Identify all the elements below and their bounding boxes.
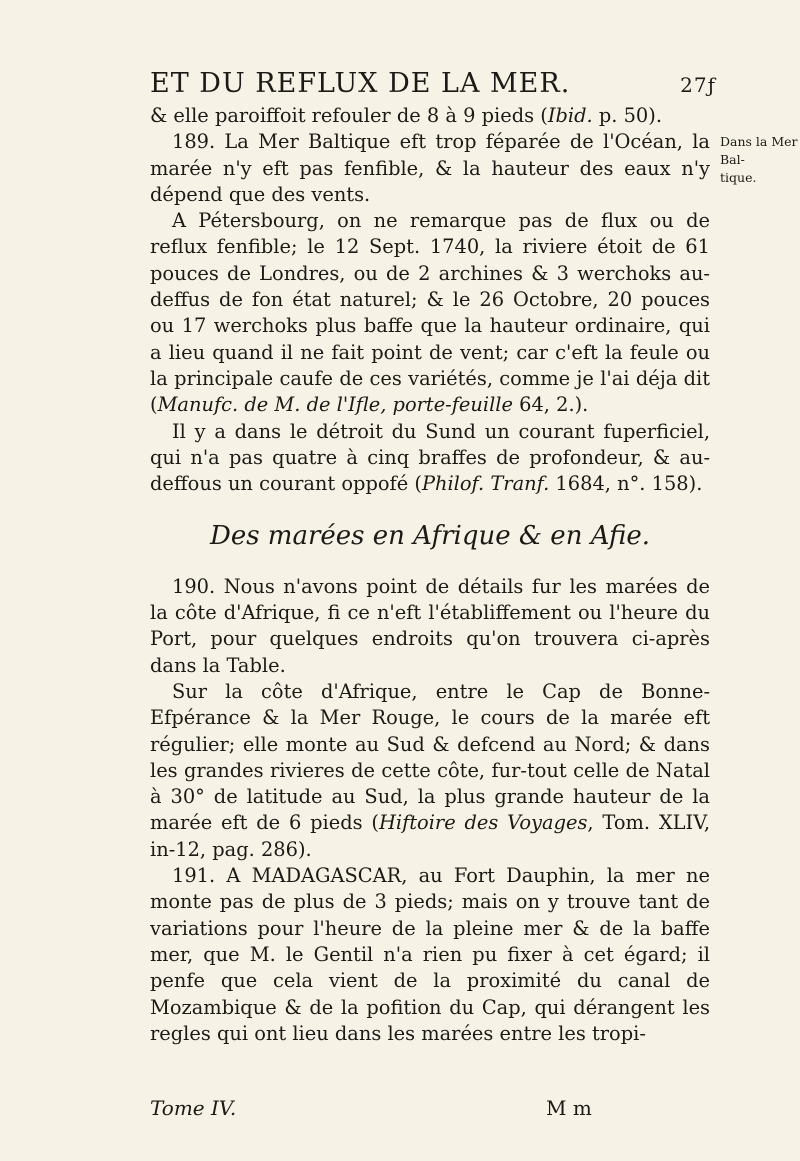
running-header: [150, 68, 716, 99]
page-number: 27ƒ: [680, 73, 716, 97]
page-footer: [150, 1096, 710, 1120]
margin-note: Dans la Mer Bal- tique.: [720, 134, 798, 185]
paragraph-continuation: & elle paroiffoit refouler de 8 à 9 pieds (Ibid. p. 50).: [150, 104, 662, 127]
tome-label: Tome IV.: [150, 1096, 237, 1120]
paragraph-190: 190. Nous n'avons point de détails fur les marées de la côte d'Afrique, fi ce n'eft l'établiffement ou l'heure du Port, pour quelques endroits qu'on trouvera ci-après dans la Table.: [150, 574, 710, 677]
paragraph-afrique: Sur la côte d'Afrique, entre le Cap de Bonne-Efpérance & la Mer Rouge, le cours de la marée eft régulier; elle monte au Sud & defcend au Nord; & dans les grandes rivieres de cette côte, fur-tout celle de Natal à 30° de latitude au Sud, la plus grande hauteur de la marée eft de 6 pieds (Hiftoire des Voyages, Tom. XLIV, in-12, pag. 286).: [150, 679, 710, 861]
citation: Hiftoire des Voyages: [378, 811, 588, 835]
citation: Manufc. de M. de l'Ifle, porte-feuille: [157, 393, 513, 417]
running-title: ET DU REFLUX DE LA MER.: [150, 68, 571, 99]
citation: Ibid.: [547, 104, 593, 127]
signature-mark: M m: [546, 1096, 592, 1120]
paragraph-petersbourg: A Pétersbourg, on ne remarque pas de flux ou de reflux fenfible; le 12 Sept. 1740, la riviere étoit de 61 pouces de Londres, ou de 2 archines & 3 werchoks au-deffus de fon état naturel; & le 26 Octobre, 20 pouces ou 17 werchoks plus baffe que la hauteur ordinaire, qui a lieu quand il ne fait point de vent; car c'eft la feule ou la principale caufe de ces variétés, comme je l'ai déja dit (Manufc. de M. de l'Ifle, porte-feuille 64, 2.).: [150, 209, 710, 417]
paragraph-191: 191. A MADAGASCAR, au Fort Dauphin, la mer ne monte pas de plus de 3 pieds; mais on y trouve tant de variations pour l'heure de la pleine mer & de la baffe mer, que M. le Gentil n'a rien pu fixer à cet égard; il penfe que cela vient de la proximité du canal de Mozambique & de la pofition du Cap, qui dérangent les regles qui ont lieu dans les marées entre les tropi-: [150, 864, 710, 1045]
paragraph-189: 189. La Mer Baltique eft trop féparée de l'Océan, la marée n'y eft pas fenfible, & la hauteur des eaux n'y dépend que des vents.: [150, 130, 710, 206]
body-text: [150, 103, 710, 1047]
section-heading: Des marées en Afrique & en Afie.: [209, 521, 651, 552]
citation: Philof. Tranf.: [421, 472, 550, 496]
paragraph-sund: Il y a dans le détroit du Sund un courant fuperficiel, qui n'a pas quatre à cinq braffes de profondeur, & au-deffous un courant oppofé (Philof. Tranf. 1684, n°. 158).: [150, 419, 710, 496]
